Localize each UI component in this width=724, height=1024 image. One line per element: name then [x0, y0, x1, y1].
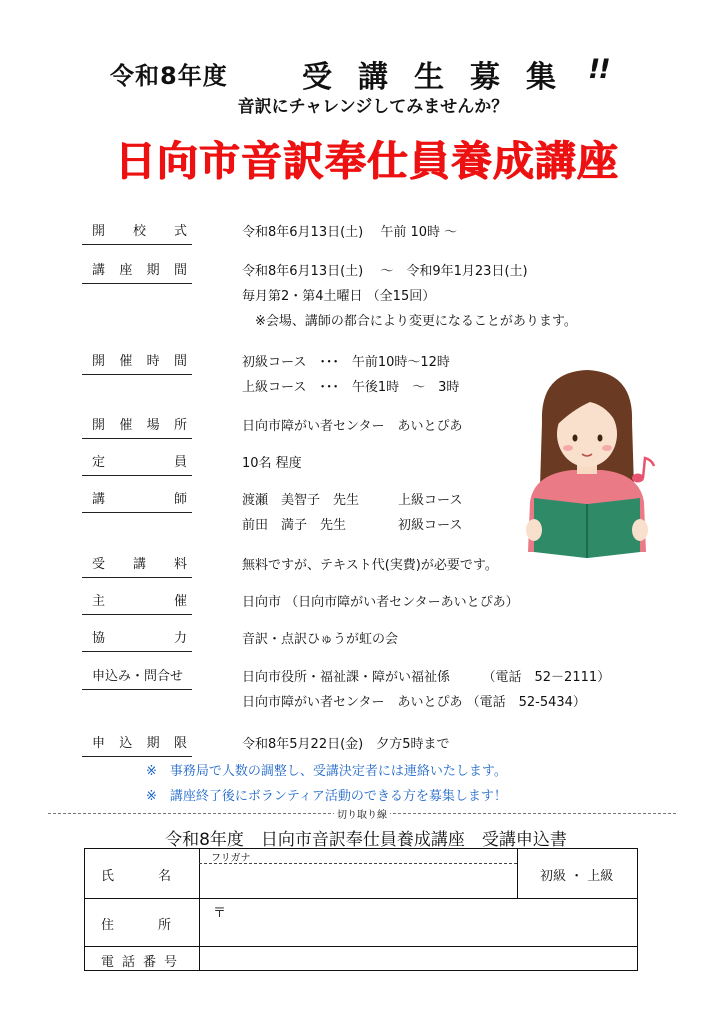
info-value-line: 上級コース ･･･ 午後1時 ～ 3時: [242, 380, 460, 395]
info-label: [82, 453, 192, 476]
info-label: [82, 352, 192, 375]
info-label-char: 催: [174, 594, 188, 609]
info-row: [82, 592, 602, 614]
info-label-char: 開: [92, 418, 106, 433]
info-label-char: 協: [92, 631, 106, 646]
info-label-char: 師: [174, 492, 188, 507]
info-value-line: 日向市役所・福祉課・障がい福祉係 （電話 52－2111）: [242, 670, 611, 685]
info-label-char: 込: [119, 736, 133, 751]
info-label-char: 催: [119, 354, 133, 369]
address-label-text: 住所: [101, 918, 216, 933]
info-label: [82, 667, 192, 690]
header-exclaim: !!: [588, 54, 609, 85]
info-value: [242, 553, 498, 578]
info-label-char: 力: [174, 631, 188, 646]
name-label-text: 氏名: [101, 869, 216, 884]
phone-input[interactable]: [200, 947, 637, 970]
header-recruit: 受講生募集: [302, 60, 582, 95]
info-label: [82, 555, 192, 578]
hand-right: [632, 519, 648, 541]
info-value-line: ※会場、講師の都合により変更になることがあります。: [242, 314, 577, 329]
address-label: [101, 914, 215, 933]
info-value: [242, 259, 577, 334]
info-value-line: 令和8年6月13日(土) 午前 10時 ～: [242, 225, 458, 240]
furigana-label: フリガナ: [211, 853, 251, 864]
info-label-char: 開: [92, 224, 106, 239]
info-value-line: 日向市 （日向市障がい者センターあいとぴあ）: [242, 595, 519, 610]
info-label-char: 開: [92, 354, 106, 369]
info-label-char: 所: [174, 418, 188, 433]
info-label-char: 講: [133, 557, 147, 572]
info-label-char: 講: [92, 263, 106, 278]
info-value-line: 初級コース ･･･ 午前10時～12時: [242, 355, 450, 370]
eye-left: [573, 435, 578, 442]
level-options[interactable]: 初級 ・ 上級: [540, 869, 614, 884]
info-label-char: 催: [119, 418, 133, 433]
info-label: [82, 490, 192, 513]
info-label-char: 定: [92, 455, 106, 470]
form-divider: [517, 849, 518, 898]
info-label-char: 受: [92, 557, 106, 572]
name-label: [101, 865, 215, 884]
info-label-char: 期: [146, 736, 160, 751]
info-label-char: 料: [174, 557, 188, 572]
info-row: [82, 222, 602, 244]
form-title: 令和8年度 日向市音訳奉仕員養成講座 受講申込書: [165, 830, 567, 850]
info-row: [82, 667, 611, 710]
info-row: [82, 734, 602, 756]
subtitle: 音訳にチャレンジしてみませんか？: [237, 97, 509, 117]
postal-mark: 〒: [213, 906, 227, 921]
reading-girl-illustration: [512, 362, 662, 562]
header-line: [0, 52, 724, 95]
info-value-line: 日向市障がい者センター あいとぴあ （電話 52-5434）: [242, 695, 586, 710]
info-label-char: 間: [174, 354, 188, 369]
header-year: 令和8年度: [110, 62, 228, 90]
info-value-line: 前田 満子 先生 初級コース: [242, 518, 463, 533]
hand-left: [526, 519, 542, 541]
info-value: [242, 220, 457, 245]
main-title: 日向市音訳奉仕員養成講座: [115, 137, 619, 185]
info-label-char: 式: [174, 224, 188, 239]
info-label: [82, 261, 192, 284]
info-label: [82, 416, 192, 439]
info-label-text: 申込み・問合せ: [92, 669, 184, 684]
info-label: [82, 592, 192, 615]
info-label-char: 主: [92, 594, 106, 609]
info-value: [242, 627, 398, 652]
note-adjustment: ※ 事務局で人数の調整し、受講決定者には連絡いたします。: [146, 764, 507, 779]
phone-label-text: 電話番号: [101, 955, 186, 970]
cheek-right: [602, 445, 612, 451]
info-value: [242, 665, 610, 715]
info-value-line: 毎月第2・第4土曜日 （全15回）: [242, 289, 436, 304]
note-volunteer: ※ 講座終了後にボランティア活動のできる方を募集します！: [146, 789, 507, 804]
info-label-char: 場: [146, 418, 160, 433]
info-value-line: 令和8年5月22日(金) 夕方5時まで: [242, 737, 450, 752]
info-value: [242, 590, 519, 615]
book-spine: [586, 504, 588, 558]
info-value: [242, 732, 450, 757]
phone-label: [101, 951, 185, 970]
info-row: [82, 261, 602, 329]
info-value-line: 日向市障がい者センター あいとぴあ: [242, 419, 463, 434]
info-value: [242, 414, 462, 439]
info-value-line: 10名 程度: [242, 456, 302, 471]
music-note-icon: [632, 458, 654, 483]
info-label-char: 期: [146, 263, 160, 278]
info-value-line: 令和8年6月13日(土) ～ 令和9年1月23日(土): [242, 264, 528, 279]
cut-label: 切り取り線: [0, 806, 724, 821]
info-label: [82, 629, 192, 652]
info-value-line: 渡瀬 美智子 先生 上級コース: [242, 493, 463, 508]
address-input[interactable]: [200, 899, 637, 945]
info-label-char: 間: [174, 263, 188, 278]
info-label-char: 時: [146, 354, 160, 369]
info-label-char: 校: [133, 224, 147, 239]
info-label-char: 講: [92, 492, 106, 507]
info-value: [242, 488, 462, 538]
info-label-char: 員: [174, 455, 188, 470]
info-label-char: 限: [174, 736, 188, 751]
name-input[interactable]: [200, 864, 516, 897]
info-label: [82, 222, 192, 245]
info-row: [82, 629, 602, 651]
info-value: [242, 350, 459, 400]
info-value-line: 無料ですが、テキスト代(実費)が必要です。: [242, 558, 498, 573]
cheek-left: [563, 445, 573, 451]
application-form: [84, 848, 638, 971]
eye-right: [598, 435, 603, 442]
info-label: [82, 734, 192, 757]
info-label-char: 申: [92, 736, 106, 751]
info-value-line: 音訳・点訳ひゅうが虹の会: [242, 632, 399, 647]
info-value: [242, 451, 302, 476]
info-label-char: 座: [119, 263, 133, 278]
